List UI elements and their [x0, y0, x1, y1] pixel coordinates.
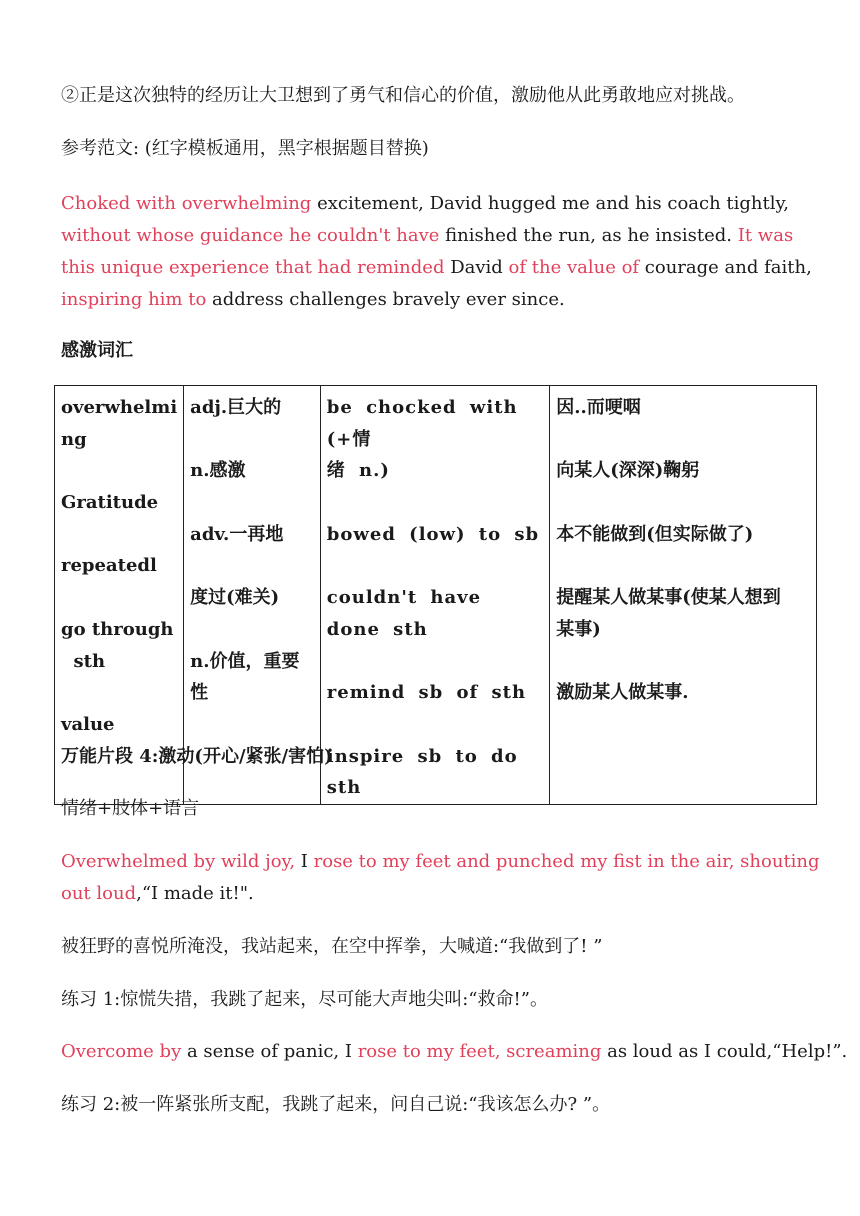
sample-seg: It was this unique experience that had reminded — [61, 225, 794, 278]
point-2-text: ②正是这次独特的经历让大卫想到了勇气和信心的价值，激励他从此勇敢地应对挑战。 — [61, 85, 745, 106]
cell-line — [327, 646, 543, 678]
cell-line — [61, 519, 177, 551]
exercise-2-cn: 练习 2:被一阵紧张所支配，我跳了起来，问自己说:“我该怎么办? ”。 — [61, 1094, 611, 1115]
cell-line: 绪 n.) — [326, 460, 390, 482]
exercise-seg: as loud as I could,“Help!”. — [601, 1041, 848, 1062]
cell-line: adv.一再地 — [190, 523, 284, 545]
exercise-seg: a sense of panic, I — [181, 1041, 358, 1062]
cell-line: overwhelmi — [61, 397, 178, 418]
cell-line: 激励某人做某事. — [556, 682, 689, 704]
cell-line: 向某人(深深)鞠躬 — [556, 460, 700, 482]
example-en — [61, 846, 821, 910]
section-4-title: 万能片段 4:激动(开心/紧张/害怕) — [61, 746, 333, 767]
cell-line: 度过(难关) — [190, 587, 280, 609]
cell-line — [61, 582, 177, 614]
cell-line: be chocked with (+情 — [326, 397, 518, 450]
cell-line — [556, 646, 810, 678]
sample-seg: David — [444, 257, 509, 278]
section-4-formula: 情绪+肢体+语言 — [61, 798, 200, 819]
cell-line: 因..而哽咽 — [556, 397, 641, 418]
sample-paragraph — [61, 188, 821, 316]
example-seg: rose to my feet and punched my fist in the air, shouting out loud — [61, 851, 820, 904]
cell-line: adj.巨大的 — [190, 397, 282, 418]
vocab-col-phrases — [320, 386, 549, 805]
cell-line — [61, 455, 177, 487]
reference-heading: 参考范文: (红字模板通用，黑字根据题目替换) — [61, 138, 429, 159]
cell-line: repeatedl — [61, 555, 157, 577]
sample-seg: Choked with overwhelming — [61, 193, 312, 214]
cell-line: sth — [61, 650, 106, 672]
example-seg: ,“I made it!". — [136, 883, 254, 904]
cell-line: 本不能做到(但实际做了) — [556, 523, 754, 545]
cell-line: remind sb of sth — [326, 682, 527, 704]
cell-line: 性 — [190, 682, 209, 704]
cell-line: ng — [61, 428, 87, 450]
cell-line — [327, 551, 543, 583]
cell-line: 某事) — [556, 618, 601, 640]
cell-line — [327, 487, 543, 519]
cell-line: inspire sb to do sth — [326, 745, 518, 799]
exercise-1-cn: 练习 1:惊慌失措，我跳了起来，尽可能大声地尖叫:“救命!”。 — [61, 989, 548, 1010]
cell-line: 提醒某人做某事(使某人想到 — [556, 587, 781, 609]
cell-line: n.价值，重要 — [190, 650, 300, 672]
cell-line — [61, 677, 177, 709]
cell-line: couldn't have done sth — [326, 587, 482, 640]
example-seg: I — [295, 851, 314, 872]
cell-line — [556, 424, 810, 456]
cell-line — [190, 550, 314, 582]
cell-line — [327, 709, 543, 741]
cell-line — [190, 487, 314, 519]
cell-line — [190, 614, 314, 646]
cell-line — [190, 424, 314, 456]
vocab-col-phrase-meanings — [550, 386, 817, 805]
cell-line: bowed (low) to sb — [326, 523, 540, 545]
exercise-1-en — [61, 1036, 847, 1068]
example-cn: 被狂野的喜悦所淹没，我站起来，在空中挥拳，大喊道:“我做到了! ” — [61, 936, 603, 957]
sample-seg: without whose guidance he couldn't have — [61, 225, 440, 246]
cell-line: Gratitude — [61, 492, 159, 514]
cell-line: go through — [61, 618, 174, 640]
cell-line: value — [61, 713, 115, 735]
cell-line — [556, 487, 810, 519]
sample-seg: excitement, David hugged me and his coach tightly, — [311, 193, 790, 214]
vocab-heading: 感激词汇 — [61, 340, 133, 361]
cell-line — [556, 550, 810, 582]
example-seg: Overwhelmed by wild joy, — [61, 851, 296, 872]
sample-seg: inspiring him to — [61, 289, 207, 310]
exercise-seg: Overcome by — [61, 1041, 182, 1062]
sample-seg: courage and faith, — [639, 257, 812, 278]
sample-seg: of the value of — [508, 257, 640, 278]
sample-seg: address challenges bravely ever since. — [206, 289, 565, 310]
cell-line: n.感激 — [190, 460, 246, 482]
exercise-seg: rose to my feet, screaming — [357, 1041, 602, 1062]
sample-seg: finished the run, as he insisted. — [439, 225, 738, 246]
